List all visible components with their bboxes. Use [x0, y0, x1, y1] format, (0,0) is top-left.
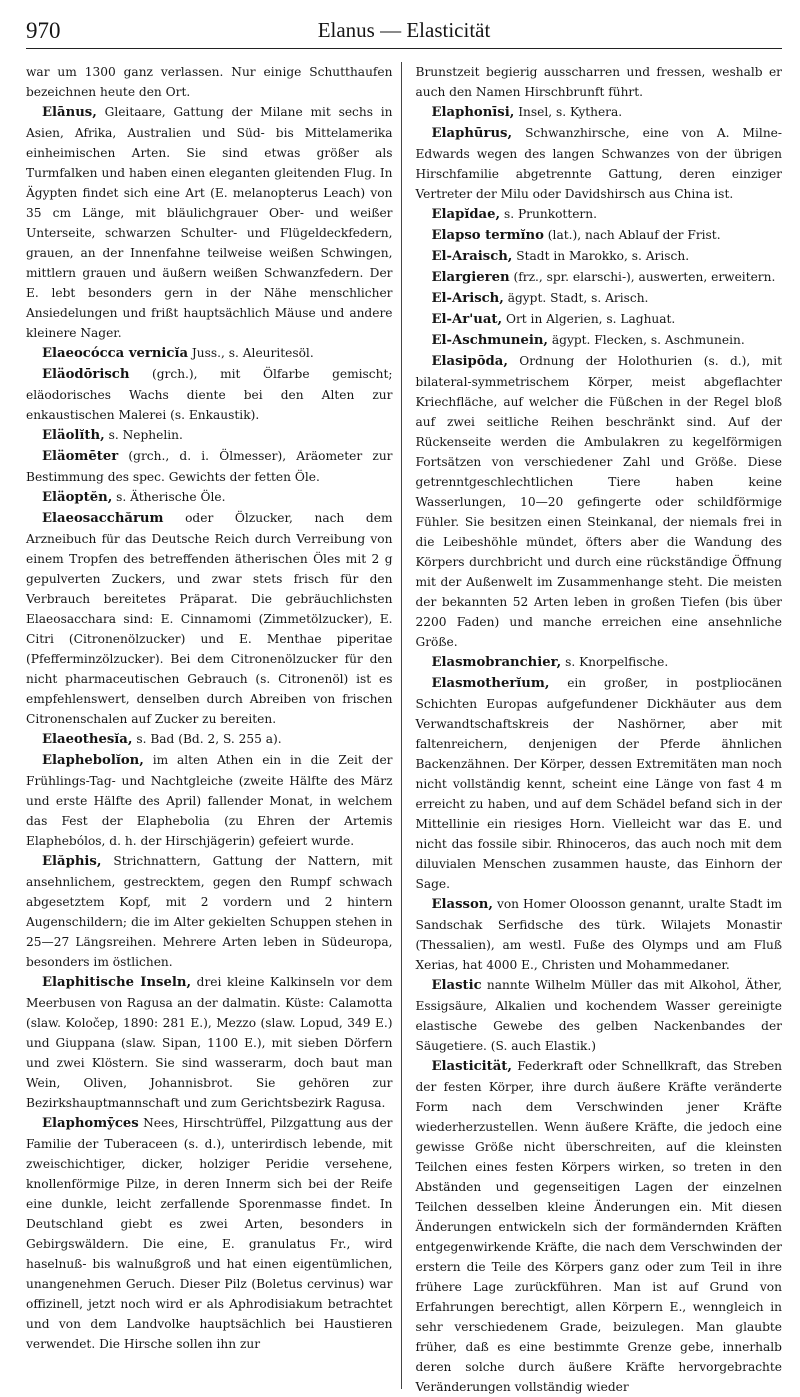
entry-text: Nees, Hirschtrüffel, Pilzgattung aus der Familie der Tuberaceen (s. d.), unterirdisch lebende, mit zweischichtiger, dicker, holziger Peridie versehene, knollenförmige Pilze, in deren Innerm sich bei der Reife eine dunkle, leicht zerfallende Sporenmasse findet. In Deutschland giebt es zwei Arten, besonders in Gebirgswäldern. Die eine, E. granulatus Fr., wird haselnuß- bis walnußgroß und hat einen eigentümlichen, unangenehmen Geruch. Dieser Pilz (Boletus cervinus) war offizinell, jetzt noch wird er als Aphrodisiakum betrachtet und von dem Landvolke hauptsächlich bei Haustieren verwendet. Die Hirsche sollen ihn zur	[26, 1116, 393, 1351]
entry-text: s. Bad (Bd. 2, S. 255 a).	[136, 732, 282, 746]
entry-text: Juss., s. Aleuritesöl.	[191, 346, 314, 360]
dictionary-entry	[416, 267, 783, 288]
entry-text: Schwanzhirsche, eine von A. Milne-Edwards wegen des langen Schwanzes von der übrigen Hirschfamilie abgetrennte Gattung, deren einziger Vertreter der Milu oder Davidshirsch aus China ist.	[415, 126, 783, 201]
entry-text: Gleitaare, Gattung der Milane mit sechs in Asien, Afrika, Australien und Süd- bis Mittelamerika einheimischen Arten. Sie sind etwas größer als Turmfalken und haben einen eleganten gleitenden Flug. In Ägypten findet sich eine Art (E. melanopterus Leach) von 35 cm Länge, mit bläulichgrauer Ober- und weißer Unterseite, schwarzen Schulter- und Flügeldeckfedern, grauen, an der Innenfahne teilweise weißen Schwingen, mittlern grauen und äußern weißen Schwanzfedern. Der E. lebt besonders gern in der Nähe menschlicher Ansiedelungen und frißt hauptsächlich Mäuse und andere kleinere Nager.	[26, 105, 393, 340]
entry-headword: Elasson,	[431, 897, 493, 912]
entry-headword: El-Ar'uat,	[431, 312, 503, 327]
dictionary-entry	[416, 204, 783, 225]
dictionary-entry	[416, 351, 783, 652]
entry-text: oder Ölzucker, nach dem Arzneibuch für das Deutsche Reich durch Verreibung von einem Tropfen des betreffenden ätherischen Öles mit 2 g gepulverten Zuckers, und zwar stets frisch für den Verbrauch bereitetes Präparat. Die gebräuchlichsten Elaeosacchara sind: E. Cinnamomi (Zimmetölzucker), E. Citri (Citronenölzucker) und E. Menthae piperitae (Pfefferminzölzucker). Bei dem Citronenölzucker für den nicht pharmaceutischen Gebrauch (s. Citronenöl) ist es empfehlenswert, denselben durch Abreiben von frischen Citronenschalen auf Zucker zu bereiten.	[26, 511, 393, 726]
dictionary-entry	[26, 851, 393, 972]
dictionary-entry	[416, 225, 783, 246]
dictionary-entry	[416, 246, 783, 267]
entry-text: (frz., spr. elarschi-), auswerten, erweitern.	[513, 270, 776, 284]
dictionary-entry	[26, 1113, 393, 1354]
entry-headword: Elaphūrus,	[431, 126, 513, 141]
entry-text: Stadt in Marokko, s. Arisch.	[516, 249, 690, 263]
entry-headword: Elăphis,	[42, 854, 102, 869]
entry-text: (grch.), mit Ölfarbe gemischt; eläodorisches Wachs diente bei den Alten zur enkaustischen Malerei (s. Enkaustik).	[26, 367, 393, 422]
entry-text: Ordnung der Holothurien (s. d.), mit bilateral-symmetrischem Körper, meist abgeflachter Kriechfläche, auf welcher die Füßchen in der Regel bloß auf zwei seitliche Reihen beschränkt sind. Auf der Rückenseite werden die Ambulakren zu kegelförmigen Fortsätzen von verschiedener Zahl und Größe. Diese getrenntgeschlechtlichen Tiere haben keine Wasserlungen, 10—20 gefingerte oder schildförmige Fühler. Sie besitzen einen Steinkanal, der niemals frei in die Leibeshöhle mündet, öfters aber die Wandung des Körpers durchbricht und durch eine rückständige Öffnung mit der Außenwelt im Zusammenhange steht. Die meisten der bekannten 52 Arten leben in großen Tiefen (bis über 2200 Faden) und manche erreichen eine ansehnliche Größe.	[415, 354, 782, 649]
dictionary-entry	[26, 364, 393, 425]
entry-text: drei kleine Kalkinseln vor dem Meerbusen von Ragusa an der dalmatin. Küste: Calamotta (slaw. Koločep, 1890: 281 E.), Mezzo (slaw. Lopud, 349 E.) und Giuppana (slaw. Sipan, 1100 E.), mit sieben Dörfern und zwei Klöstern. Sie sind wasserarm, doch baut man Wein, Oliven, Johannisbrot. Sie gehören zur Bezirkshauptmannschaft und zum Gerichtsbezirk Ragusa.	[26, 975, 393, 1110]
entry-text: (grch., d. i. Ölmesser), Aräometer zur Bestimmung des spec. Gewichts der fetten Öle.	[26, 449, 393, 484]
dictionary-entry	[416, 102, 783, 123]
dictionary-entry	[416, 62, 783, 102]
dictionary-entry	[26, 729, 393, 750]
dictionary-entry	[26, 425, 393, 446]
dictionary-entry	[416, 1056, 783, 1397]
dictionary-entry	[26, 508, 393, 729]
entry-headword: Eläolĭth,	[42, 428, 105, 443]
entry-headword: Elaphebolĭon,	[42, 753, 144, 768]
dictionary-entry	[26, 446, 393, 487]
dictionary-entry	[416, 652, 783, 673]
entry-headword: Elapso termĭno	[431, 228, 544, 243]
entry-text: im alten Athen ein in die Zeit der Frühlings-Tag- und Nachtgleiche (zweite Hälfte des März und erste Hälfte des April) fallender Monat, in welchem das Fest der Elaphebolia (zu Ehren der Artemis Elaphebólos, d. h. der Hirschjägerin) gefeiert wurde.	[26, 753, 393, 848]
dictionary-entry	[416, 975, 783, 1056]
entry-headword: El-Arisch,	[431, 291, 504, 306]
dictionary-entry	[26, 343, 393, 364]
dictionary-entry	[416, 330, 783, 351]
entry-text: ägypt. Flecken, s. Aschmunein.	[551, 333, 745, 347]
entry-headword: Elasmotherĭum,	[431, 676, 550, 691]
entry-text: Strichnattern, Gattung der Nattern, mit ansehnlichem, gestrecktem, gegen den Rumpf schwach abgesetztem Kopf, mit 2 vordern und 2 hintern Augenschildern; die im Alter gekielten Schuppen stehen in 25—27 Längsreihen. Mehrere Arten leben in Südeuropa, besonders im östlichen.	[26, 854, 393, 969]
entry-text: s. Nephelin.	[108, 428, 183, 442]
entry-text: Federkraft oder Schnellkraft, das Streben der festen Körper, ihre durch äußere Kräfte veränderte Form nach dem Verschwinden jener Kräfte wiederherzustellen. Wenn äußere Kräfte, die jedoch eine gewisse Größe nicht überschreiten, auf die kleinsten Teilchen eines festen Körpers wirken, so treten in den Abständen und gegenseitigen Lagen der einzelnen Teilchen desselben kleine Änderungen ein. Mit diesen Änderungen entwickeln sich der formändernden Kräften entgegenwirkende Kräfte, die nach dem Verschwinden der erstern die Teile des Körpers ganz oder zum Teil in ihre frühere Lage zurückführen. Man ist auf Grund von Erfahrungen berechtigt, allen Körpern E., wenngleich in sehr verschiedenem Grade, beizulegen. Man glaubte früher, daß es eine bestimmte Grenze gebe, innerhalb deren solche durch äußere Kräfte hervorgebrachte Veränderungen vollständig wieder	[415, 1059, 783, 1394]
right-column	[415, 62, 783, 1394]
entry-text: s. Knorpelfische.	[565, 655, 669, 669]
entry-headword: Elaeosacchărum	[42, 511, 164, 526]
entry-text: Brunstzeit begierig ausscharren und fressen, weshalb er auch den Namen Hirschbrunft führt.	[415, 65, 782, 99]
page-header	[26, 12, 782, 49]
entry-headword: Elastic	[431, 978, 482, 993]
entry-text: ägypt. Stadt, s. Arisch.	[507, 291, 649, 305]
entry-headword: Elasipōda,	[431, 354, 508, 369]
entry-headword: El-Araisch,	[431, 249, 513, 264]
entry-headword: Elasticität,	[431, 1059, 512, 1074]
entry-headword: Elargieren	[431, 270, 510, 285]
entry-headword: Eläomēter	[42, 449, 119, 464]
entry-headword: Elapĭdae,	[431, 207, 501, 222]
entry-text: Insel, s. Kythera.	[518, 105, 623, 119]
dictionary-entry	[416, 123, 783, 204]
running-title: Elanus — Elasticität	[317, 18, 491, 42]
dictionary-entry	[26, 487, 393, 508]
dictionary-entry	[26, 750, 393, 851]
dictionary-entry	[26, 972, 393, 1113]
entry-headword: El-Aschmunein,	[431, 333, 549, 348]
dictionary-entry	[416, 894, 783, 975]
entry-text: von Homer Oloosson genannt, uralte Stadt im Sandschak Serfidsche des türk. Wilajets Monastir (Thessalien), am westl. Fuße des Olymps und am Fluß Xerias, hat 4000 E., Christen und Mohammedaner.	[415, 897, 783, 972]
entry-text: war um 1300 ganz verlassen. Nur einige Schutthaufen bezeichnen heute den Ort.	[26, 65, 393, 99]
entry-text: nannte Wilhelm Müller das mit Alkohol, Äther, Essigsäure, Alkalien und kochendem Wasser gereinigte elastische Gewebe des gelben Nackenbandes der Säugetiere. (S. auch Elastik.)	[415, 978, 783, 1053]
text-columns	[26, 62, 783, 1394]
entry-headword: Elaphonīsi,	[431, 105, 515, 120]
page-number: 970	[26, 18, 61, 43]
entry-text: s. Ätherische Öle.	[116, 490, 226, 504]
entry-text: ein großer, in postpliocänen Schichten Europas aufgefundener Dickhäuter aus dem Verwandtschaftskreis der Nashörner, aber mit faltenreichern, denjenigen der Pferde ähnlichen Backenzähnen. Der Körper, dessen Extremitäten man noch nicht vollständig kennt, scheint eine Länge von fast 4 m erreicht zu haben, und auf dem Schädel befand sich in der Mittellinie ein riesiges Horn. Vielleicht war das E. und nicht das fossile sibir. Rhinoceros, das auch noch mit dem diluvialen Menschen zusammen hauste, das Einhorn der Sage.	[415, 676, 782, 891]
dictionary-entry	[416, 309, 783, 330]
entry-headword: Elaphomȳces	[42, 1116, 139, 1131]
dictionary-entry	[26, 102, 393, 343]
entry-headword: Eläodōrisch	[42, 367, 130, 382]
entry-text: Ort in Algerien, s. Laghuat.	[505, 312, 676, 326]
entry-headword: Elaeocócca vernicĭa	[42, 346, 188, 361]
entry-headword: Elaphitische Inseln,	[42, 975, 192, 990]
entry-text: (lat.), nach Ablauf der Frist.	[547, 228, 721, 242]
dictionary-entry	[416, 288, 783, 309]
entry-headword: Elaeothesĭa,	[42, 732, 133, 747]
dictionary-entry	[26, 62, 393, 102]
entry-text: s. Prunkottern.	[503, 207, 597, 221]
entry-headword: Eläoptĕn,	[42, 490, 113, 505]
entry-headword: Elasmobranchier,	[431, 655, 562, 670]
dictionary-entry	[416, 673, 783, 894]
left-column	[26, 62, 402, 1389]
entry-headword: Elānus,	[42, 105, 97, 120]
